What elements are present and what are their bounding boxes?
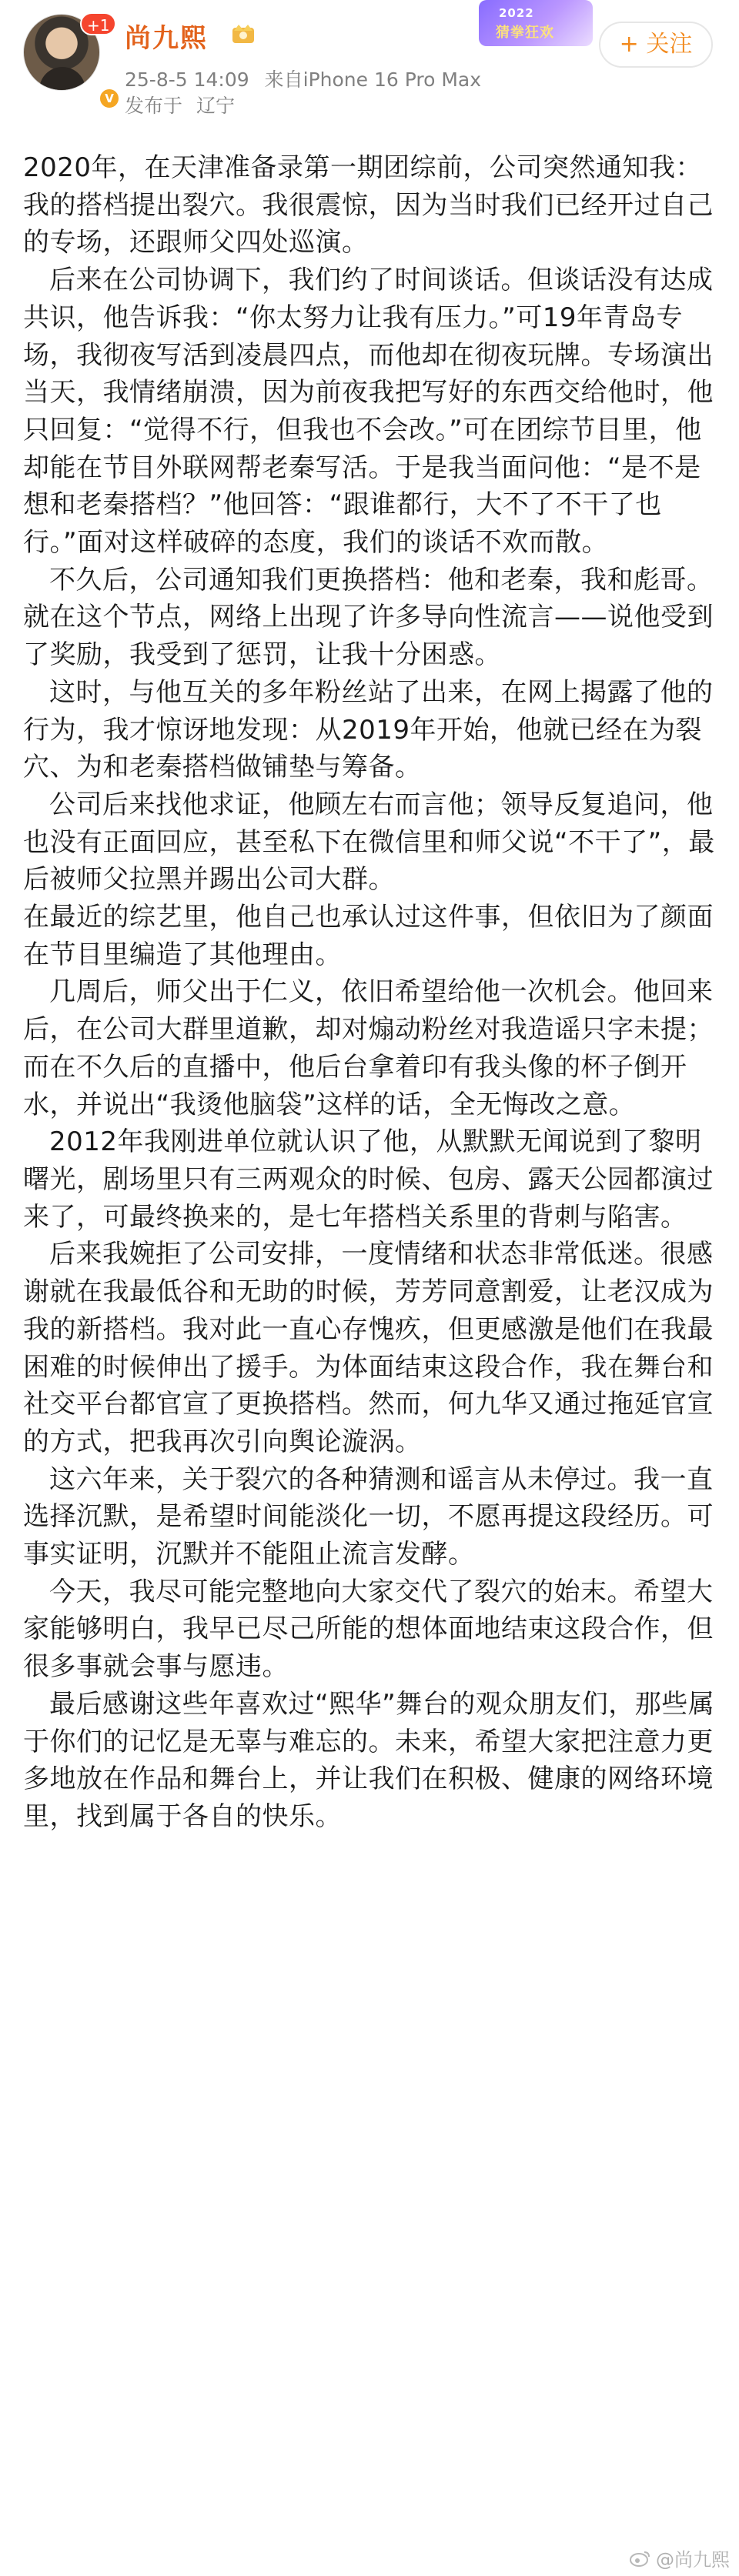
post-header [0, 0, 739, 138]
post-paragraph: 后来在公司协调下，我们约了时间谈话。但谈话没有达成共识，他告诉我：“你太努力让我有压力。”可19年青岛专场，我彻夜写活到凌晨四点，而他却在彻夜玩牌。专场演出当天，我情绪崩溃，因为前夜我把写好的东西交给他时，他只回复：“觉得不行，但我也不会改。”可在团综节目里，他却能在节目外联网帮老秦写活。于是我当面问他：“是不是想和老秦搭档？”他回答：“跟谁都行，大不了不干了也行。”面对这样破碎的态度，我们的谈话不欢而散。 [23, 265, 714, 559]
post-paragraph: 这时，与他互关的多年粉丝站了出来，在网上揭露了他的行为，我才惊讶地发现：从2019年开始，他就已经在为裂穴、为和老秦搭档做铺垫与筹备。 [23, 676, 714, 783]
weibo-logo-icon [630, 2550, 651, 2567]
promo-banner[interactable] [479, 0, 593, 46]
post-paragraph: 最后感谢这些年喜欢过“熙华”舞台的观众朋友们，那些属于你们的记忆是无辜与难忘的。未来，希望大家把注意力更多地放在作品和舞台上，并让我们在积极、健康的网络环境里，找到属于各自的快乐。 [23, 1688, 715, 1832]
username[interactable]: 尚九熙 [125, 23, 208, 54]
post-date: 25-8-5 14:09 [125, 68, 249, 91]
post-paragraph: 在最近的综艺里，他自己也承认过这件事，但依旧为了颜面在节目里编造了其他理由。 [23, 902, 714, 970]
post-paragraph: 今天，我尽可能完整地向大家交代了裂穴的始末。希望大家能够明白，我早已尽己所能的想体面地结束这段合作，但很多事就会事与愿违。 [23, 1576, 714, 1683]
post-paragraph: 2012年我刚进单位就认识了他，从默默无闻说到了黎明曙光，剧场里只有三两观众的时候、包房、露天公园都演过来了，可最终换来的，是七年搭档关系里的背刺与陷害。 [23, 1126, 714, 1233]
watermark-text: @尚九熙 [656, 2549, 730, 2571]
avatar-container[interactable] [23, 14, 114, 105]
post-location [125, 91, 235, 118]
post-paragraph: 公司后来找他求证，他顾左右而言他；领导反复追问，他也没有正面回应，甚至私下在微信里和师父说“不干了”，最后被师父拉黑并踢出公司大群。 [23, 789, 715, 896]
promo-text: 猜拳狂欢 [496, 25, 554, 41]
verified-v-icon: V [99, 88, 120, 109]
post-paragraph: 这六年来，关于裂穴的各种猜测和谣言从未停过。我一直选择沉默，是希望时间能淡化一切，不愿再提这段经历。可事实证明，沉默并不能阻止流言发酵。 [23, 1463, 714, 1570]
post-meta [125, 65, 481, 92]
post-body [23, 149, 721, 1836]
post-paragraph: 不久后，公司通知我们更换搭档：他和老秦，我和彪哥。就在这个节点，网络上出现了许多导向性流言——说他受到了奖励，我受到了惩罚，让我十分困惑。 [23, 564, 714, 671]
post-paragraph: 2020年，在天津准备录第一期团综前，公司突然通知我：我的搭档提出裂穴。我很震惊，因为当时我们已经开过自己的专场，还跟师父四处巡演。 [23, 152, 714, 259]
post-source: 来自iPhone 16 Pro Max [264, 68, 482, 91]
post-paragraph: 后来我婉拒了公司安排，一度情绪和状态非常低迷。很感谢就在我最低谷和无助的时候，芳芳同意割爱，让老汉成为我的新搭档。我对此一直心存愧疚，但更感激是他们在我最困难的时候伸出了援手。为体面结束这段合作，我在舞台和社交平台都官宣了更换搭档。然而，何九华又通过拖延官宣的方式，把我再次引向舆论漩涡。 [23, 1239, 714, 1457]
crown-icon [229, 20, 257, 46]
published-label: 发布于 [125, 95, 183, 117]
avatar-badge: +1 [80, 12, 116, 35]
promo-year: 2022 [499, 6, 534, 20]
follow-button[interactable]: + 关注 [599, 22, 713, 68]
post-paragraph: 几周后，师父出于仁义，依旧希望给他一次机会。他回来后，在公司大群里道歉，却对煽动粉丝对我造谣只字未提；而在不久后的直播中，他后台拿着印有我头像的杯子倒开水，并说出“我烫他脑袋”这样的话，全无悔改之意。 [23, 976, 714, 1120]
watermark [630, 2544, 730, 2571]
location-text: 辽宁 [196, 95, 235, 117]
